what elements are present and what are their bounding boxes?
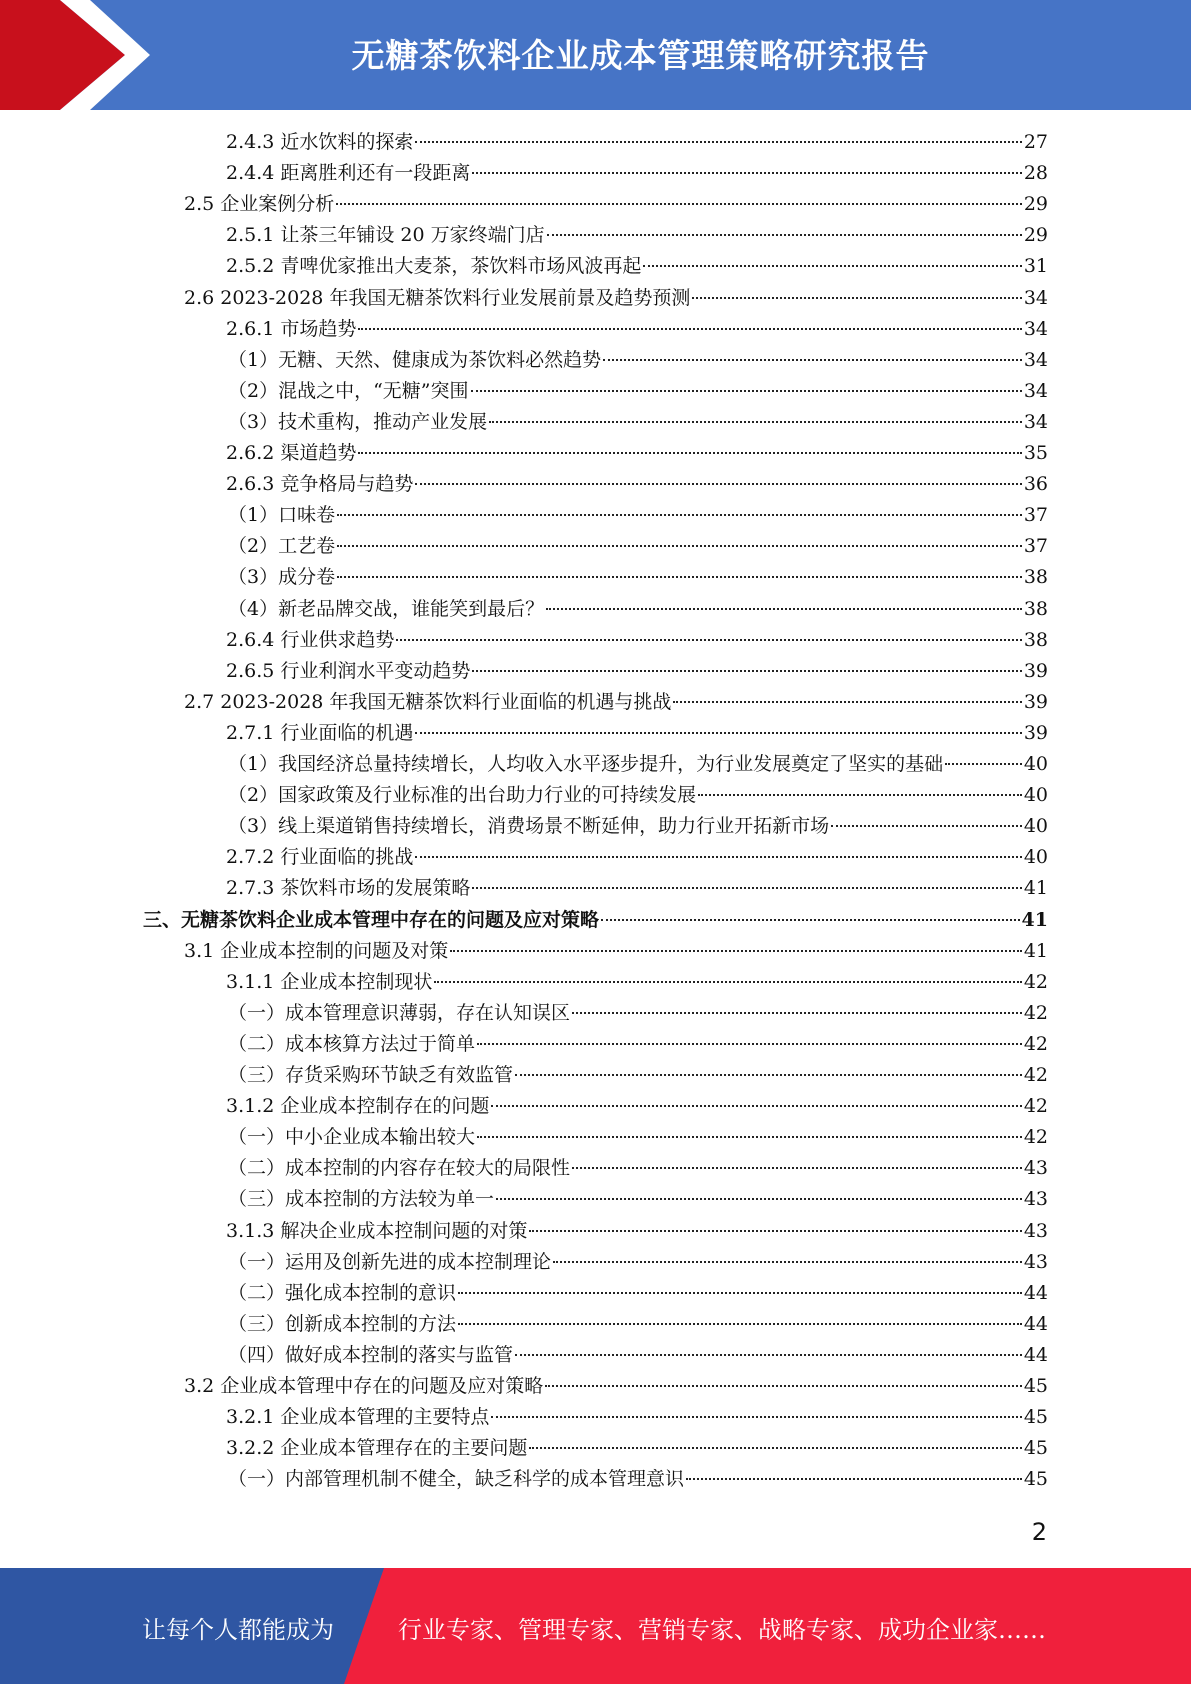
- toc-entry-label: （1）我国经济总量持续增长，人均收入水平逐步提升，为行业发展奠定了坚实的基础: [228, 753, 944, 775]
- toc-dot-leader: [547, 234, 1022, 236]
- toc-entry-label: 2.7.2 行业面临的挑战: [226, 846, 414, 869]
- toc-dot-leader: [831, 825, 1022, 827]
- toc-entry[interactable]: [228, 531, 1048, 562]
- toc-entry-label: 2.5 企业案例分析: [184, 193, 335, 216]
- toc-entry[interactable]: [184, 189, 1048, 220]
- toc-entry-page: 35: [1023, 442, 1048, 464]
- toc-entry-label: （1）口味卷: [228, 504, 336, 527]
- toc-entry-label: 2.7.1 行业面临的机遇: [226, 721, 414, 744]
- toc-dot-leader: [692, 297, 1021, 299]
- toc-dot-leader: [358, 452, 1021, 454]
- toc-entry[interactable]: [226, 1091, 1048, 1122]
- toc-dot-leader: [458, 1323, 1022, 1325]
- toc-entry-page: 29: [1023, 224, 1048, 247]
- toc-entry-page: 38: [1023, 597, 1048, 620]
- toc-entry-label: （2）工艺卷: [228, 535, 336, 558]
- toc-dot-leader: [686, 1478, 1022, 1480]
- toc-entry[interactable]: [226, 314, 1048, 345]
- toc-entry[interactable]: [228, 1464, 1048, 1495]
- toc-entry-label: 3.1.2 企业成本控制存在的问题: [226, 1095, 490, 1118]
- toc-entry-label: 3.2.1 企业成本管理的主要特点: [226, 1406, 490, 1429]
- toc-dot-leader: [415, 732, 1021, 734]
- toc-entry-label: （一）成本管理意识薄弱，存在认知误区: [228, 1001, 571, 1024]
- toc-dot-leader: [415, 483, 1021, 485]
- toc-entry-page: 34: [1023, 410, 1048, 433]
- toc-entry-label: 2.5.2 青啤优家推出大麦茶，茶饮料市场风波再起: [226, 255, 642, 278]
- toc-entry-label: 2.4.4 距离胜利还有一段距离: [226, 162, 471, 185]
- page-footer: [0, 1568, 1191, 1684]
- toc-dot-leader: [415, 141, 1021, 143]
- toc-entry[interactable]: [228, 1060, 1048, 1091]
- toc-entry-page: 41: [1023, 939, 1048, 962]
- toc-dot-leader: [337, 545, 1022, 547]
- toc-entry-page: 42: [1023, 1064, 1048, 1086]
- toc-entry[interactable]: [228, 1153, 1048, 1184]
- toc-entry-label: （三）存货采购环节缺乏有效监管: [228, 1064, 514, 1086]
- toc-entry[interactable]: [226, 1402, 1048, 1433]
- toc-entry[interactable]: [184, 936, 1048, 967]
- toc-entry-page: 45: [1023, 1375, 1048, 1397]
- toc-entry[interactable]: [226, 1216, 1048, 1247]
- toc-entry-label: 2.6 2023-2028 年我国无糖茶饮料行业发展前景及趋势预测: [184, 286, 691, 309]
- toc-entry[interactable]: [228, 998, 1048, 1029]
- toc-entry-label: （1）无糖、天然、健康成为茶饮料必然趋势: [228, 348, 602, 371]
- toc-entry-label: （三）成本控制的方法较为单一: [228, 1188, 495, 1211]
- toc-entry-page: 42: [1023, 1001, 1048, 1024]
- toc-dot-leader: [673, 701, 1021, 703]
- toc-entry-label: 3.1.3 解决企业成本控制问题的对策: [226, 1219, 528, 1242]
- toc-entry[interactable]: [226, 967, 1048, 998]
- toc-entry-page: 34: [1023, 348, 1048, 371]
- toc-entry-label: （三）创新成本控制的方法: [228, 1312, 457, 1335]
- footer-slogan-right: 行业专家、管理专家、营销专家、战略专家、成功企业家……: [398, 1616, 1046, 1644]
- toc-entry[interactable]: [226, 718, 1048, 749]
- toc-dot-leader: [358, 328, 1021, 330]
- toc-entry[interactable]: [228, 500, 1048, 531]
- toc-entry[interactable]: [228, 1309, 1048, 1340]
- toc-entry-label: （3）成分卷: [228, 566, 336, 589]
- toc-entry-label: 2.7 2023-2028 年我国无糖茶饮料行业面临的机遇与挑战: [184, 690, 672, 713]
- toc-entry[interactable]: [184, 1371, 1048, 1402]
- toc-entry[interactable]: [226, 625, 1048, 656]
- toc-dot-leader: [450, 950, 1022, 952]
- toc-entry[interactable]: [228, 1340, 1048, 1371]
- toc-entry-label: （二）成本核算方法过于简单: [228, 1032, 476, 1055]
- toc-entry-label: 2.5.1 让茶三年铺设 20 万家终端门店: [226, 224, 545, 247]
- toc-entry-label: （2）国家政策及行业标准的出台助力行业的可持续发展: [228, 784, 697, 807]
- toc-entry-page: 39: [1023, 659, 1048, 682]
- toc-entry-page: 43: [1023, 1188, 1048, 1211]
- toc-dot-leader: [489, 421, 1022, 423]
- toc-entry-page: 39: [1023, 690, 1048, 713]
- toc-dot-leader: [434, 981, 1021, 983]
- footer-slogan-left: 让每个人都能成为: [142, 1616, 334, 1644]
- toc-entry[interactable]: [228, 345, 1048, 376]
- toc-entry-label: 三、无糖茶饮料企业成本管理中存在的问题及应对策略: [143, 908, 600, 931]
- toc-entry-page: 42: [1023, 970, 1048, 993]
- toc-entry-page: 37: [1023, 504, 1048, 527]
- toc-entry-page: 45: [1023, 1468, 1048, 1491]
- toc-entry[interactable]: [228, 1184, 1048, 1215]
- toc-entry-page: 28: [1023, 162, 1048, 185]
- toc-dot-leader: [546, 608, 1022, 610]
- toc-dot-leader: [472, 887, 1021, 889]
- toc-entry[interactable]: [228, 1278, 1048, 1309]
- toc-entry-label: （一）中小企业成本输出较大: [228, 1126, 476, 1149]
- toc-entry-page: 34: [1023, 317, 1048, 340]
- toc-entry-page: 40: [1023, 784, 1048, 807]
- toc-entry-page: 40: [1023, 846, 1048, 869]
- toc-dot-leader: [603, 359, 1022, 361]
- toc-dot-leader: [698, 794, 1022, 796]
- toc-entry-page: 44: [1023, 1281, 1048, 1304]
- toc-entry-label: （一）运用及创新先进的成本控制理论: [228, 1250, 552, 1273]
- toc-dot-leader: [472, 670, 1021, 672]
- toc-entry-page: 42: [1023, 1126, 1048, 1149]
- toc-dot-leader: [491, 1105, 1021, 1107]
- toc-dot-leader: [515, 1354, 1022, 1356]
- toc-entry[interactable]: [226, 220, 1048, 251]
- toc-entry[interactable]: [226, 469, 1048, 500]
- toc-entry-page: 34: [1023, 379, 1048, 402]
- toc-entry-page: 43: [1023, 1250, 1048, 1273]
- toc-entry-page: 41: [1021, 908, 1048, 931]
- page-header: [0, 0, 1191, 110]
- page-number: 2: [1031, 1518, 1047, 1546]
- toc-entry[interactable]: [184, 283, 1048, 314]
- toc-entry-page: 45: [1023, 1406, 1048, 1429]
- toc-entry-page: 34: [1023, 286, 1048, 309]
- toc-entry-page: 37: [1023, 535, 1048, 558]
- toc-dot-leader: [572, 1012, 1022, 1014]
- toc-entry[interactable]: [228, 594, 1048, 625]
- toc-entry-page: 43: [1023, 1157, 1048, 1180]
- toc-entry-label: （3）技术重构，推动产业发展: [228, 410, 488, 433]
- toc-dot-leader: [477, 1136, 1022, 1138]
- toc-entry[interactable]: [228, 780, 1048, 811]
- toc-entry-page: 36: [1023, 473, 1048, 496]
- toc-entry-page: 40: [1023, 753, 1048, 775]
- toc-entry[interactable]: [228, 376, 1048, 407]
- toc-entry-page: 38: [1023, 628, 1048, 651]
- toc-entry-page: 44: [1023, 1312, 1048, 1335]
- toc-entry[interactable]: [143, 905, 1048, 936]
- toc-dot-leader: [477, 1043, 1022, 1045]
- toc-entry[interactable]: [228, 1122, 1048, 1153]
- toc-entry-label: （3）线上渠道销售持续增长，消费场景不断延伸，助力行业开拓新市场: [228, 815, 830, 838]
- toc-dot-leader: [396, 639, 1021, 641]
- toc-entry-label: 3.1 企业成本控制的问题及对策: [184, 939, 449, 962]
- toc-entry-label: 2.4.3 近水饮料的探索: [226, 131, 414, 153]
- toc-entry[interactable]: [226, 842, 1048, 873]
- toc-dot-leader: [336, 203, 1022, 205]
- toc-entry-page: 29: [1023, 193, 1048, 216]
- toc-entry-label: 3.1.1 企业成本控制现状: [226, 970, 433, 993]
- toc-dot-leader: [572, 1167, 1022, 1169]
- toc-entry-page: 40: [1023, 815, 1048, 838]
- toc-entry[interactable]: [226, 251, 1048, 282]
- toc-entry-label: 3.2 企业成本管理中存在的问题及应对策略: [184, 1375, 544, 1397]
- toc-entry-page: 27: [1023, 131, 1048, 153]
- toc-entry-label: 2.6.3 竞争格局与趋势: [226, 473, 414, 496]
- toc-entry[interactable]: [226, 656, 1048, 687]
- toc-entry-label: 3.2.2 企业成本管理存在的主要问题: [226, 1437, 528, 1460]
- toc-entry[interactable]: [228, 1029, 1048, 1060]
- toc-entry[interactable]: [226, 127, 1048, 158]
- toc-entry-label: （4）新老品牌交战，谁能笑到最后？: [228, 597, 545, 620]
- toc-dot-leader: [529, 1230, 1021, 1232]
- toc-dot-leader: [545, 1385, 1022, 1387]
- toc-entry[interactable]: [228, 407, 1048, 438]
- toc-entry[interactable]: [226, 438, 1048, 469]
- toc-dot-leader: [496, 1198, 1022, 1200]
- report-title: 无糖茶饮料企业成本管理策略研究报告: [351, 36, 930, 75]
- toc-dot-leader: [415, 856, 1021, 858]
- toc-entry[interactable]: [228, 562, 1048, 593]
- toc-entry[interactable]: [228, 1247, 1048, 1278]
- toc-entry-page: 42: [1023, 1095, 1048, 1118]
- toc-dot-leader: [471, 390, 1022, 392]
- toc-dot-leader: [553, 1261, 1022, 1263]
- toc-dot-leader: [337, 576, 1022, 578]
- toc-entry-label: 2.6.1 市场趋势: [226, 317, 357, 340]
- toc-entry-page: 38: [1023, 566, 1048, 589]
- toc-entry[interactable]: [226, 873, 1048, 904]
- toc-entry[interactable]: [184, 687, 1048, 718]
- toc-entry-label: 2.6.2 渠道趋势: [226, 442, 357, 464]
- toc-entry-page: 31: [1023, 255, 1048, 278]
- toc-entry-label: 2.6.4 行业供求趋势: [226, 628, 395, 651]
- toc-entry-page: 39: [1023, 721, 1048, 744]
- toc-dot-leader: [945, 763, 1022, 765]
- toc-entry-page: 42: [1023, 1032, 1048, 1055]
- toc-entry[interactable]: [226, 1433, 1048, 1464]
- toc-entry-label: 2.7.3 茶饮料市场的发展策略: [226, 877, 471, 900]
- toc-entry-label: （二）成本控制的内容存在较大的局限性: [228, 1157, 571, 1180]
- toc-dot-leader: [601, 919, 1020, 921]
- toc-entry-label: （四）做好成本控制的落实与监管: [228, 1343, 514, 1366]
- toc-entry-page: 41: [1023, 877, 1048, 900]
- toc-entry-label: （2）混战之中，“无糖”突围: [228, 379, 469, 402]
- toc-dot-leader: [491, 1416, 1021, 1418]
- toc-entry[interactable]: [228, 749, 1048, 780]
- toc-entry[interactable]: [228, 811, 1048, 842]
- toc-dot-leader: [458, 1292, 1022, 1294]
- toc-entry-page: 43: [1023, 1219, 1048, 1242]
- toc-entry-label: （二）强化成本控制的意识: [228, 1281, 457, 1304]
- toc-entry-label: （一）内部管理机制不健全，缺乏科学的成本管理意识: [228, 1468, 685, 1491]
- toc-entry-label: 2.6.5 行业利润水平变动趋势: [226, 659, 471, 682]
- toc-entry-page: 45: [1023, 1437, 1048, 1460]
- toc-dot-leader: [515, 1074, 1022, 1076]
- toc-dot-leader: [337, 514, 1022, 516]
- toc-entry[interactable]: [226, 158, 1048, 189]
- toc-dot-leader: [643, 265, 1021, 267]
- toc-dot-leader: [472, 172, 1021, 174]
- toc-dot-leader: [529, 1447, 1021, 1449]
- toc-entry-page: 44: [1023, 1343, 1048, 1366]
